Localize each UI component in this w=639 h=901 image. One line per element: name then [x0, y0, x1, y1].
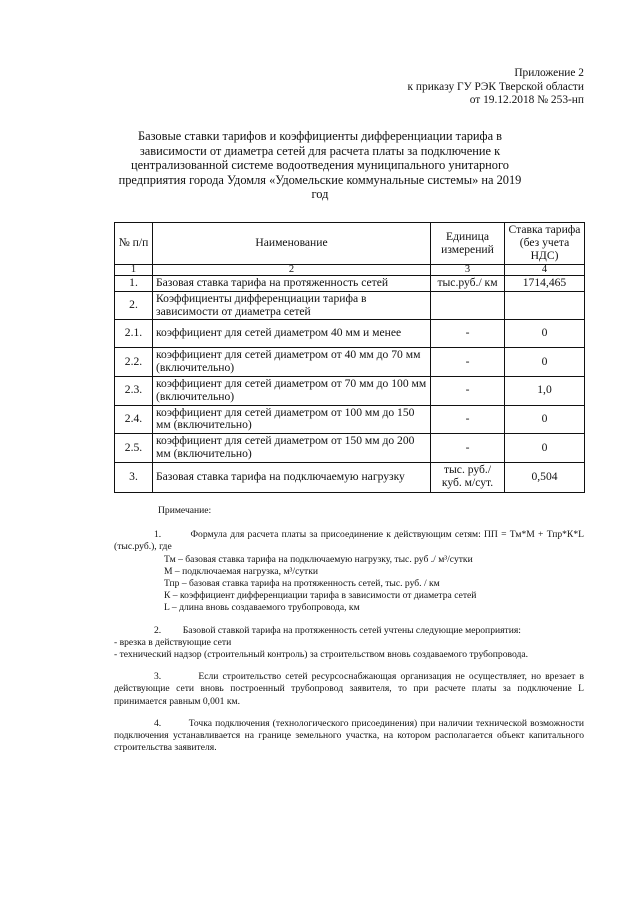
- row-rate: 0: [505, 405, 585, 434]
- row-unit: -: [431, 376, 505, 405]
- notes-title: Примечание:: [158, 505, 212, 516]
- note-1-line: Тм – базовая ставка тарифа на подключаемую нагрузку, тыс. руб ./ м³/сутки: [164, 553, 473, 565]
- appendix-header: [408, 67, 584, 108]
- table-row: [115, 348, 585, 377]
- note-2: 2. Базовой ставкой тарифа на протяженность сетей учтены следующие мероприятия:: [154, 624, 521, 636]
- appendix-line-3: от 19.12.2018 № 253-нп: [469, 94, 584, 107]
- row-name: Базовая ставка тарифа на протяженность сетей: [153, 276, 431, 292]
- row-rate: 1,0: [505, 376, 585, 405]
- appendix-line-1: Приложение 2: [514, 67, 584, 79]
- row-num: 2.: [115, 291, 153, 320]
- row-name: коэффициент для сетей диаметром от 100 мм до 150 мм (включительно): [153, 405, 431, 434]
- row-name: коэффициент для сетей диаметром от 40 мм до 70 мм (включительно): [153, 348, 431, 377]
- index-cell: 3: [431, 265, 505, 276]
- row-name: коэффициент для сетей диаметром от 70 мм до 100 мм (включительно): [153, 376, 431, 405]
- index-cell: 1: [115, 265, 153, 276]
- header-num: № п/п: [115, 223, 153, 265]
- header-name: Наименование: [153, 223, 431, 265]
- row-rate: 0: [505, 348, 585, 377]
- row-name: коэффициент для сетей диаметром 40 мм и менее: [153, 320, 431, 348]
- row-num: 2.5.: [115, 434, 153, 463]
- table-row: [115, 276, 585, 292]
- header-rate: Ставка тарифа (без учета НДС): [505, 223, 585, 265]
- appendix-line-2: к приказу ГУ РЭК Тверской области: [407, 80, 584, 93]
- row-num: 2.4.: [115, 405, 153, 434]
- table-row: [115, 462, 585, 492]
- row-unit: -: [431, 348, 505, 377]
- row-unit: тыс. руб./ куб. м/сут.: [431, 462, 505, 492]
- tariff-table: [114, 222, 585, 493]
- row-rate: 0: [505, 320, 585, 348]
- index-cell: 2: [153, 265, 431, 276]
- table-index-row: [115, 265, 585, 276]
- note-3: 3. Если строительство сетей ресурсоснабжающая организация не осуществляет, но врезает в действующие сети вновь построенный трубопровод заявителя, то при расчете платы за подключение L принимается равным 0,001 км.: [114, 671, 584, 707]
- row-name: коэффициент для сетей диаметром от 150 мм до 200 мм (включительно): [153, 434, 431, 463]
- note-1-line: М – подключаемая нагрузка, м³/сутки: [164, 565, 319, 577]
- row-rate: 0: [505, 434, 585, 463]
- table-row: [115, 434, 585, 463]
- row-unit: -: [431, 405, 505, 434]
- row-unit: -: [431, 320, 505, 348]
- row-name: Базовая ставка тарифа на подключаемую нагрузку: [153, 462, 431, 492]
- table-row: [115, 291, 585, 320]
- row-num: 1.: [115, 276, 153, 292]
- table-row: [115, 405, 585, 434]
- index-cell: 4: [505, 265, 585, 276]
- table-row: [115, 320, 585, 348]
- row-unit: тыс.руб./ км: [431, 276, 505, 292]
- notes-section: [114, 505, 584, 754]
- note-1-line: К – коэффициент дифференциации тарифа в зависимости от диаметра сетей: [164, 590, 477, 602]
- row-rate: 0,504: [505, 462, 585, 492]
- row-num: 2.2.: [115, 348, 153, 377]
- table-row: [115, 376, 585, 405]
- header-unit: Единица измерений: [431, 223, 505, 265]
- row-rate: 1714,465: [505, 276, 585, 292]
- note-1-line: L – длина вновь создаваемого трубопровода, км: [164, 602, 360, 614]
- row-unit: [431, 291, 505, 320]
- row-num: 2.1.: [115, 320, 153, 348]
- note-2-line: - технический надзор (строительный контроль) за строительством вновь создаваемого трубопровода.: [114, 649, 529, 661]
- row-name: Коэффициенты дифференциации тарифа в зависимости от диаметра сетей: [153, 291, 431, 320]
- note-1: 1. Формула для расчета платы за присоединение к действующим сетям: ПП = Тм*М + Тпр*К*L (тыс.руб.), где: [114, 529, 584, 553]
- note-1-line: Тпр – базовая ставка тарифа на протяженность сетей, тыс. руб. / км: [164, 578, 440, 590]
- note-4: 4. Точка подключения (технологического присоединения) при наличии технической возможности подключения устанавливается на границе земельного участка, на котором располагается объект капитального строительства заявителя.: [114, 717, 584, 754]
- row-num: 2.3.: [115, 376, 153, 405]
- document-title: Базовые ставки тарифов и коэффициенты дифференциации тарифа в зависимости от диаметра сетей для расчета платы за подключение к централизованной системе водоотведения муниципального унитарного предприятия города Удомля «Удомельские коммунальные системы» на 2019 год: [118, 129, 522, 202]
- row-num: 3.: [115, 462, 153, 492]
- note-2-line: - врезка в действующие сети: [114, 636, 232, 648]
- table-header-row: [115, 223, 585, 265]
- row-unit: -: [431, 434, 505, 463]
- row-rate: [505, 291, 585, 320]
